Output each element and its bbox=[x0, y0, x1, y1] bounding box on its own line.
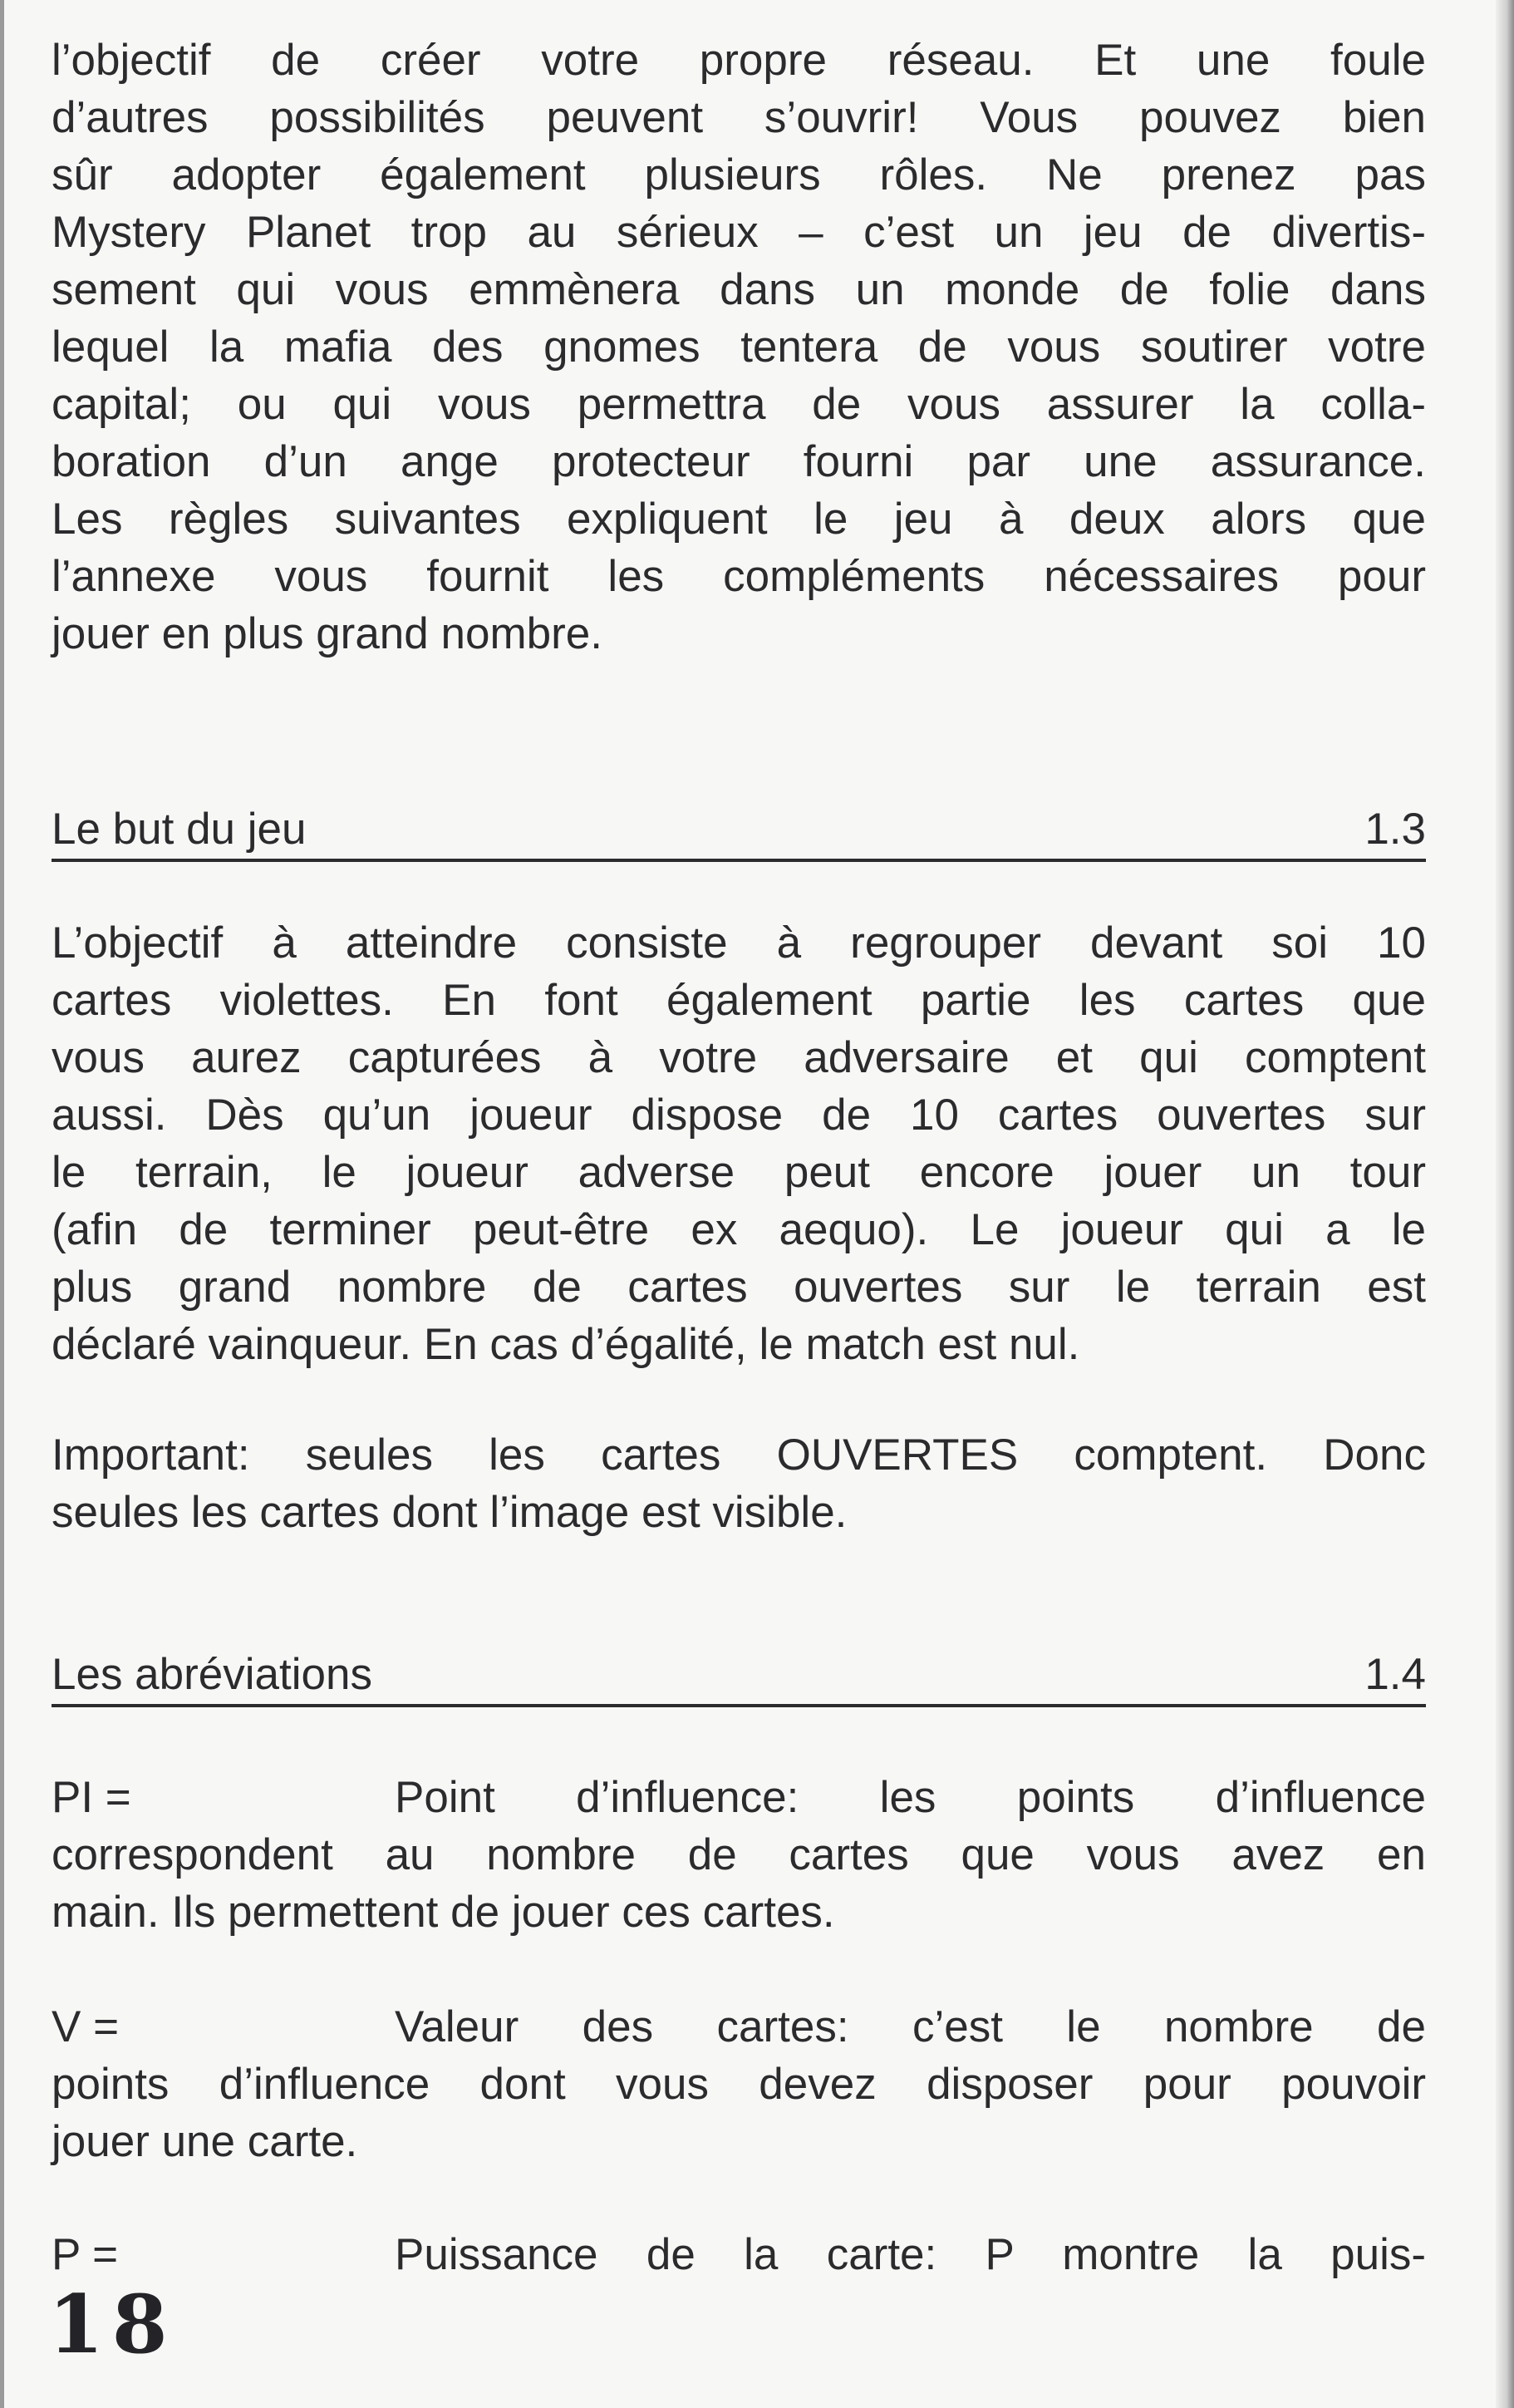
text-line: seules les cartes dont l’image est visible. bbox=[52, 1488, 848, 1537]
page-edge-left bbox=[0, 0, 4, 2408]
section-number: 1.4 bbox=[1364, 1650, 1426, 1699]
important-note bbox=[52, 1426, 1426, 1541]
text-line: L’objectif à atteindre consiste à regrouper devant soi 10 bbox=[52, 918, 1426, 968]
definition-v bbox=[52, 1998, 1426, 2170]
text-line: points d’influence dont vous devez disposer pour pouvoir bbox=[52, 2060, 1426, 2109]
text-line: (afin de terminer peut-être ex aequo). Le joueur qui a le bbox=[52, 1205, 1426, 1254]
text-line: vous aurez capturées à votre adversaire et qui comptent bbox=[52, 1033, 1426, 1082]
text-line: l’annexe vous fournit les compléments nécessaires pour bbox=[52, 552, 1426, 601]
section-title: Le but du jeu bbox=[52, 805, 307, 854]
definition-label: PI = bbox=[52, 1773, 131, 1822]
text-line: Point d’influence: les points d’influence bbox=[395, 1773, 1426, 1822]
intro-paragraph bbox=[52, 32, 1426, 662]
text-line: sement qui vous emmènera dans un monde de folie dans bbox=[52, 265, 1426, 314]
text-line: capital; ou qui vous permettra de vous assurer la colla- bbox=[52, 380, 1426, 429]
text-line: Important: seules les cartes OUVERTES comptent. Donc bbox=[52, 1431, 1426, 1480]
text-line: jouer une carte. bbox=[52, 2117, 358, 2166]
text-line: jouer en plus grand nombre. bbox=[52, 609, 602, 658]
section-heading-abbreviations bbox=[52, 1646, 1426, 1707]
definition-label: V = bbox=[52, 2002, 120, 2051]
text-line: lequel la mafia des gnomes tentera de vous soutirer votre bbox=[52, 323, 1426, 372]
page-number: 18 bbox=[48, 2278, 176, 2371]
definition-pi bbox=[52, 1769, 1426, 1941]
text-line: Mystery Planet trop au sérieux – c’est un jeu de divertis- bbox=[52, 208, 1426, 257]
text-line: Puissance de la carte: P montre la puis- bbox=[395, 2230, 1426, 2279]
section-title: Les abréviations bbox=[52, 1650, 372, 1699]
page-edge-right bbox=[1496, 0, 1514, 2408]
section-heading-goal bbox=[52, 800, 1426, 862]
text-line: déclaré vainqueur. En cas d’égalité, le match est nul. bbox=[52, 1320, 1080, 1369]
text-line: main. Ils permettent de jouer ces cartes. bbox=[52, 1888, 835, 1937]
text-line: d’autres possibilités peuvent s’ouvrir! Vous pouvez bien bbox=[52, 93, 1426, 142]
text-line: correspondent au nombre de cartes que vous avez en bbox=[52, 1830, 1426, 1879]
text-line: boration d’un ange protecteur fourni par une assurance. bbox=[52, 437, 1426, 486]
text-line: le terrain, le joueur adverse peut encore jouer un tour bbox=[52, 1148, 1426, 1197]
section-number: 1.3 bbox=[1364, 805, 1426, 854]
definition-label: P = bbox=[52, 2230, 119, 2279]
text-line: cartes violettes. En font également partie les cartes que bbox=[52, 976, 1426, 1025]
text-line: Les règles suivantes expliquent le jeu à deux alors que bbox=[52, 495, 1426, 544]
text-line: l’objectif de créer votre propre réseau. Et une foule bbox=[52, 36, 1426, 85]
definition-p bbox=[52, 2226, 1426, 2283]
text-line: plus grand nombre de cartes ouvertes sur le terrain est bbox=[52, 1263, 1426, 1312]
goal-paragraph bbox=[52, 914, 1426, 1373]
text-line: Valeur des cartes: c’est le nombre de bbox=[395, 2002, 1426, 2051]
text-line: aussi. Dès qu’un joueur dispose de 10 cartes ouvertes sur bbox=[52, 1091, 1426, 1140]
text-line: sûr adopter également plusieurs rôles. Ne prenez pas bbox=[52, 150, 1426, 199]
